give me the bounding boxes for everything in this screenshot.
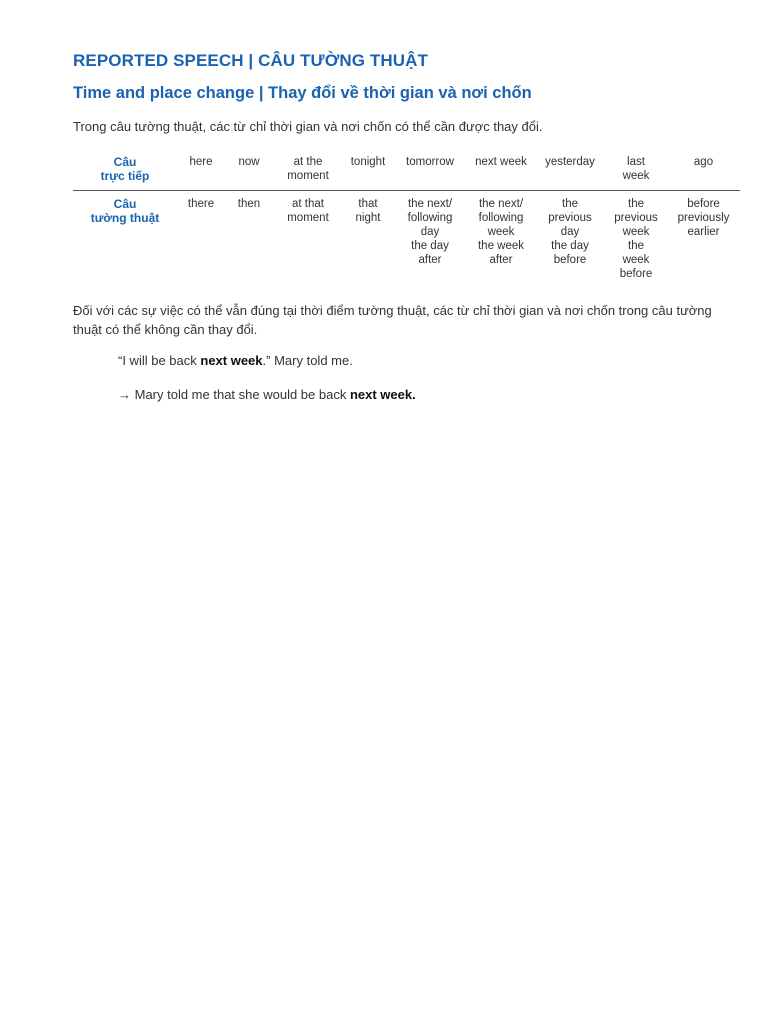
time-place-change-table	[73, 155, 740, 281]
example-text: “I will be back	[118, 353, 201, 368]
table-cell	[177, 155, 225, 191]
table-cell	[393, 155, 467, 191]
table-cell	[467, 155, 535, 191]
cell-line: tường thuật	[90, 211, 160, 225]
document-page	[73, 50, 740, 404]
cell-line: night	[355, 212, 381, 224]
cell-line: previously	[677, 212, 730, 224]
cell-line: the	[562, 198, 578, 210]
example-text: .” Mary told me.	[262, 353, 353, 368]
row-header-direct-speech	[73, 155, 177, 191]
cell-line: the day	[551, 240, 589, 252]
row-header-reported-speech	[73, 191, 177, 282]
cell-line: at the	[293, 156, 323, 168]
cell-line: the next/	[407, 198, 453, 210]
cell-line: day	[420, 226, 440, 238]
cell-line: at that	[292, 198, 324, 210]
table-cell	[225, 155, 273, 191]
table-cell	[535, 191, 605, 282]
note-paragraph: Đối với các sự việc có thể vẫn đúng tại thời điểm tường thuật, các từ chỉ thời gian và nơi chốn trong câu tường thuật có thể không cần thay đổi.	[73, 303, 712, 337]
table-cell	[667, 191, 740, 282]
table-cell	[225, 191, 273, 282]
table-cell	[605, 155, 667, 191]
table-cell	[273, 155, 343, 191]
cell-line: then	[237, 198, 261, 210]
cell-line: tomorrow	[406, 156, 454, 168]
cell-line: there	[187, 198, 215, 210]
cell-line: week	[622, 254, 650, 266]
table-row-direct-speech	[73, 155, 740, 191]
table-cell	[343, 155, 393, 191]
cell-line: week	[622, 226, 650, 238]
cell-line: after	[489, 254, 513, 266]
example-highlight: next week	[200, 353, 263, 368]
cell-line: week	[487, 226, 515, 238]
cell-line: the	[628, 198, 644, 210]
cell-line: that	[358, 198, 378, 210]
table-cell	[273, 191, 343, 282]
table-cell	[605, 191, 667, 282]
cell-line: before	[619, 268, 653, 280]
table-cell	[467, 191, 535, 282]
cell-line: the	[628, 240, 644, 252]
subtitle-english: Time and place change |	[73, 84, 264, 102]
cell-line: previous	[548, 212, 592, 224]
page-title: REPORTED SPEECH | CÂU TƯỜNG THUẬT	[73, 51, 428, 70]
cell-line: before	[553, 254, 587, 266]
cell-line: now	[238, 156, 260, 168]
subtitle-vietnamese: Thay đổi về thời gian và nơi chốn	[263, 84, 532, 102]
table-cell	[343, 191, 393, 282]
section-subtitle	[73, 82, 740, 104]
cell-line: next week	[475, 156, 527, 168]
table-cell	[535, 155, 605, 191]
cell-line: after	[418, 254, 442, 266]
cell-line: week	[622, 170, 650, 182]
table-cell	[393, 191, 467, 282]
cell-line: the day	[411, 240, 449, 252]
cell-line: last	[627, 156, 645, 168]
example-direct-quote	[118, 352, 740, 370]
cell-line: ago	[693, 156, 714, 168]
table-row-reported-speech	[73, 191, 740, 282]
cell-line: previous	[614, 212, 658, 224]
cell-line: earlier	[687, 226, 720, 238]
cell-line: before	[687, 198, 720, 210]
cell-line: moment	[287, 212, 329, 224]
example-highlight: next week.	[349, 387, 416, 402]
cell-line: following	[407, 212, 453, 224]
table-cell	[667, 155, 740, 191]
example-text: → Mary told me that she would be back	[118, 387, 350, 402]
table-cell	[177, 191, 225, 282]
cell-line: day	[560, 226, 580, 238]
example-reported-quote	[118, 386, 740, 404]
cell-line: moment	[287, 170, 329, 182]
cell-line: trực tiếp	[100, 169, 150, 183]
cell-line: the next/	[478, 198, 524, 210]
cell-line: yesterday	[545, 156, 595, 168]
cell-line: Câu	[113, 197, 137, 211]
intro-paragraph: Trong câu tường thuật, các từ chỉ thời gian và nơi chốn có thể cần được thay đổi.	[73, 119, 543, 134]
cell-line: Câu	[113, 155, 137, 169]
cell-line: tonight	[350, 156, 386, 168]
cell-line: here	[189, 156, 213, 168]
cell-line: the week	[477, 240, 525, 252]
cell-line: following	[478, 212, 524, 224]
